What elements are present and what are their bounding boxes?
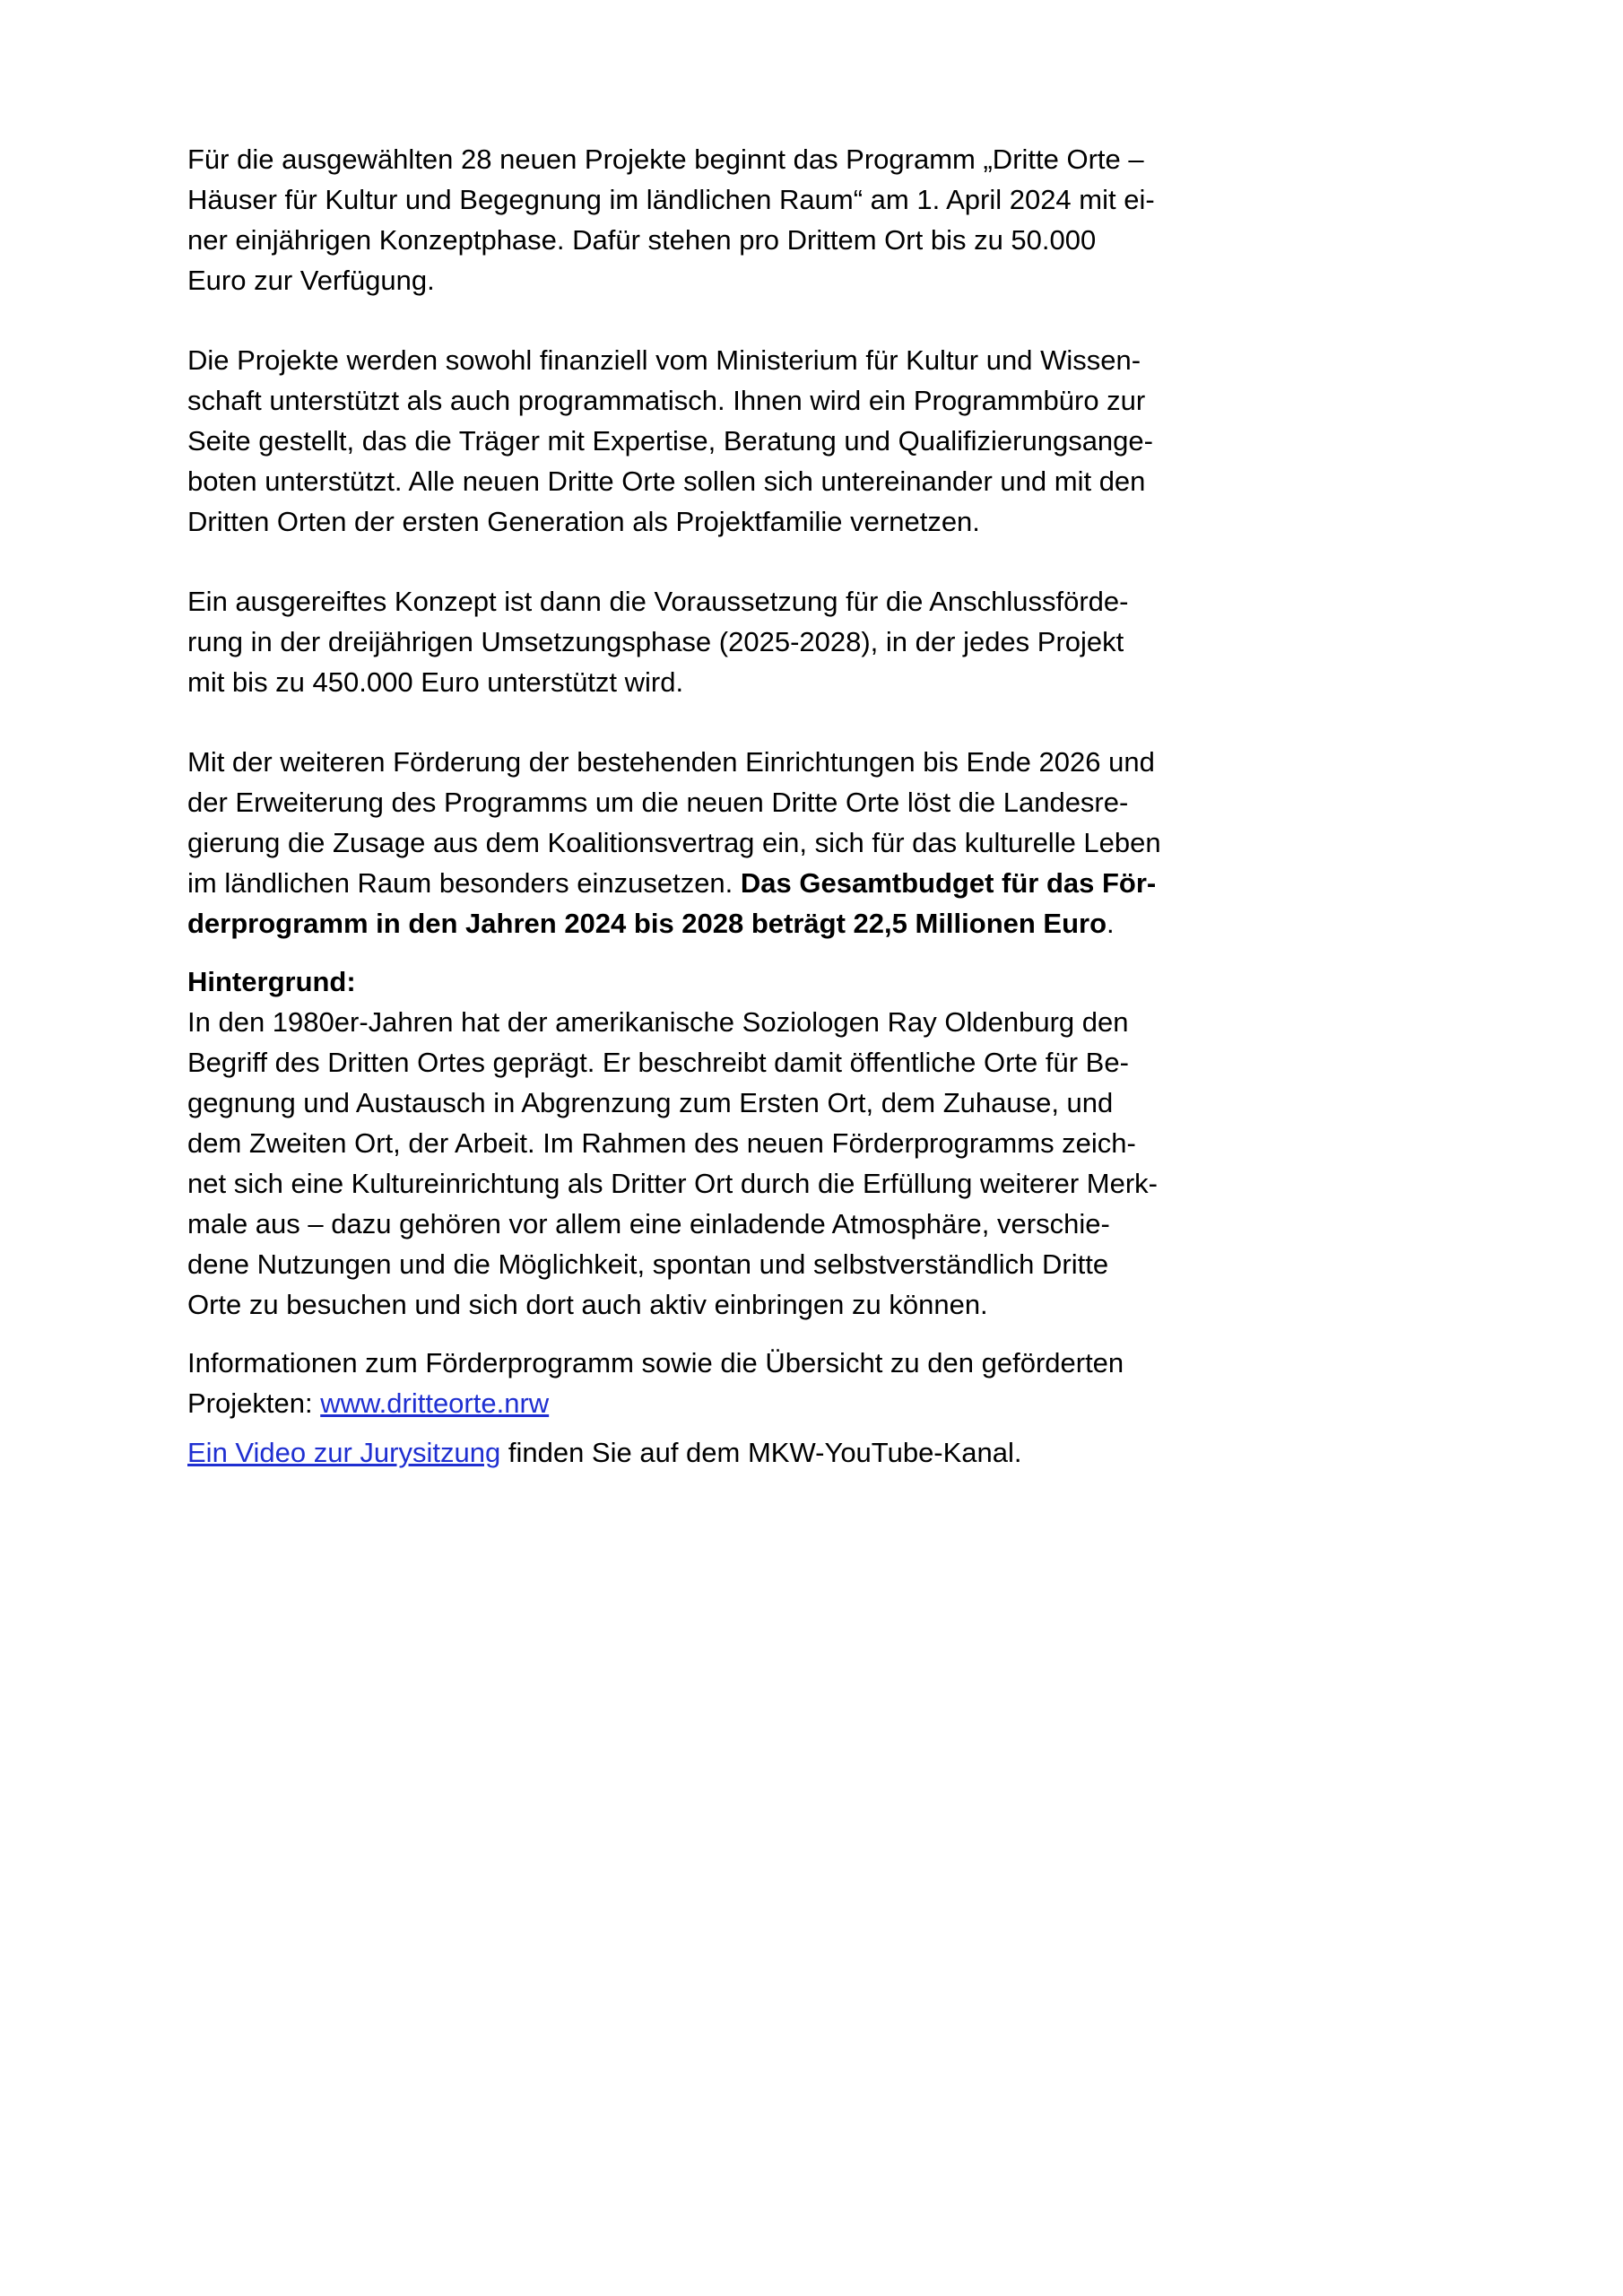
text-line: Die Projekte werden sowohl finanziell vom Ministerium für Kultur und Wissen- <box>187 344 1141 376</box>
text-line: Begriff des Dritten Ortes geprägt. Er beschreibt damit öffentliche Orte für Be- <box>187 1047 1129 1078</box>
text-line: Häuser für Kultur und Begegnung im ländlichen Raum“ am 1. April 2024 mit ei- <box>187 184 1155 215</box>
section-heading: Hintergrund: <box>187 966 356 997</box>
text-segment: im ländlichen Raum besonders einzusetzen. <box>187 867 741 899</box>
text-segment: . <box>1107 908 1115 939</box>
text-line: net sich eine Kultureinrichtung als Dritter Ort durch die Erfüllung weiterer Merk- <box>187 1168 1159 1199</box>
text-line: schaft unterstützt als auch programmatisch. Ihnen wird ein Programmbüro zur <box>187 385 1146 416</box>
document-body <box>187 139 1254 1473</box>
dritteorte-link[interactable]: www.dritteorte.nrw <box>320 1387 550 1419</box>
paragraph-video <box>187 1432 1254 1473</box>
text-line: Für die ausgewählten 28 neuen Projekte beginnt das Programm „Dritte Orte – <box>187 144 1144 175</box>
paragraph-hintergrund <box>187 961 1254 1325</box>
budget-highlight: Das Gesamtbudget für das För- <box>740 867 1157 899</box>
text-line: Mit der weiteren Förderung der bestehenden Einrichtungen bis Ende 2026 und <box>187 746 1155 778</box>
paragraph-unterstuetzung <box>187 340 1254 542</box>
budget-highlight: derprogramm in den Jahren 2024 bis 2028 beträgt 22,5 Millionen Euro <box>187 908 1107 939</box>
text-line <box>187 903 1254 944</box>
text-line: male aus – dazu gehören vor allem eine einladende Atmosphäre, verschie- <box>187 1208 1110 1239</box>
text-line: mit bis zu 450.000 Euro unterstützt wird. <box>187 666 684 698</box>
text-line: der Erweiterung des Programms um die neuen Dritte Orte löst die Landesre- <box>187 787 1129 818</box>
text-segment: finden Sie auf dem MKW-YouTube-Kanal. <box>500 1437 1022 1468</box>
text-segment: Projekten: <box>187 1387 321 1419</box>
text-line: Dritten Orten der ersten Generation als Projektfamilie vernetzen. <box>187 506 980 537</box>
paragraph-informationen <box>187 1343 1254 1423</box>
jurysitzung-video-link[interactable]: Ein Video zur Jurysitzung <box>187 1437 501 1468</box>
text-line: In den 1980er-Jahren hat der amerikanische Soziologen Ray Oldenburg den <box>187 1006 1129 1038</box>
text-line <box>187 863 1254 903</box>
text-line: ner einjährigen Konzeptphase. Dafür stehen pro Drittem Ort bis zu 50.000 <box>187 224 1097 256</box>
text-line <box>187 1432 1254 1473</box>
text-line: Euro zur Verfügung. <box>187 265 435 296</box>
text-line: rung in der dreijährigen Umsetzungsphase (2025-2028), in der jedes Projekt <box>187 626 1124 657</box>
paragraph-konzeptphase <box>187 139 1254 300</box>
paragraph-gesamtbudget <box>187 742 1254 944</box>
text-line: Ein ausgereiftes Konzept ist dann die Voraussetzung für die Anschlussförde- <box>187 586 1129 617</box>
text-line: gierung die Zusage aus dem Koalitionsvertrag ein, sich für das kulturelle Leben <box>187 827 1161 858</box>
text-line: gegnung und Austausch in Abgrenzung zum Ersten Ort, dem Zuhause, und <box>187 1087 1114 1118</box>
text-line: dene Nutzungen und die Möglichkeit, spontan und selbstverständlich Dritte <box>187 1248 1109 1280</box>
paragraph-anschlussfoerderung <box>187 581 1254 702</box>
text-line: dem Zweiten Ort, der Arbeit. Im Rahmen des neuen Förderprogramms zeich- <box>187 1127 1136 1159</box>
text-line <box>187 1383 1254 1423</box>
text-line: boten unterstützt. Alle neuen Dritte Orte sollen sich untereinander und mit den <box>187 465 1146 497</box>
text-line: Informationen zum Förderprogramm sowie die Übersicht zu den geförderten <box>187 1347 1124 1378</box>
text-line: Orte zu besuchen und sich dort auch aktiv einbringen zu können. <box>187 1289 988 1320</box>
text-line: Seite gestellt, das die Träger mit Expertise, Beratung und Qualifizierungsange- <box>187 425 1153 457</box>
